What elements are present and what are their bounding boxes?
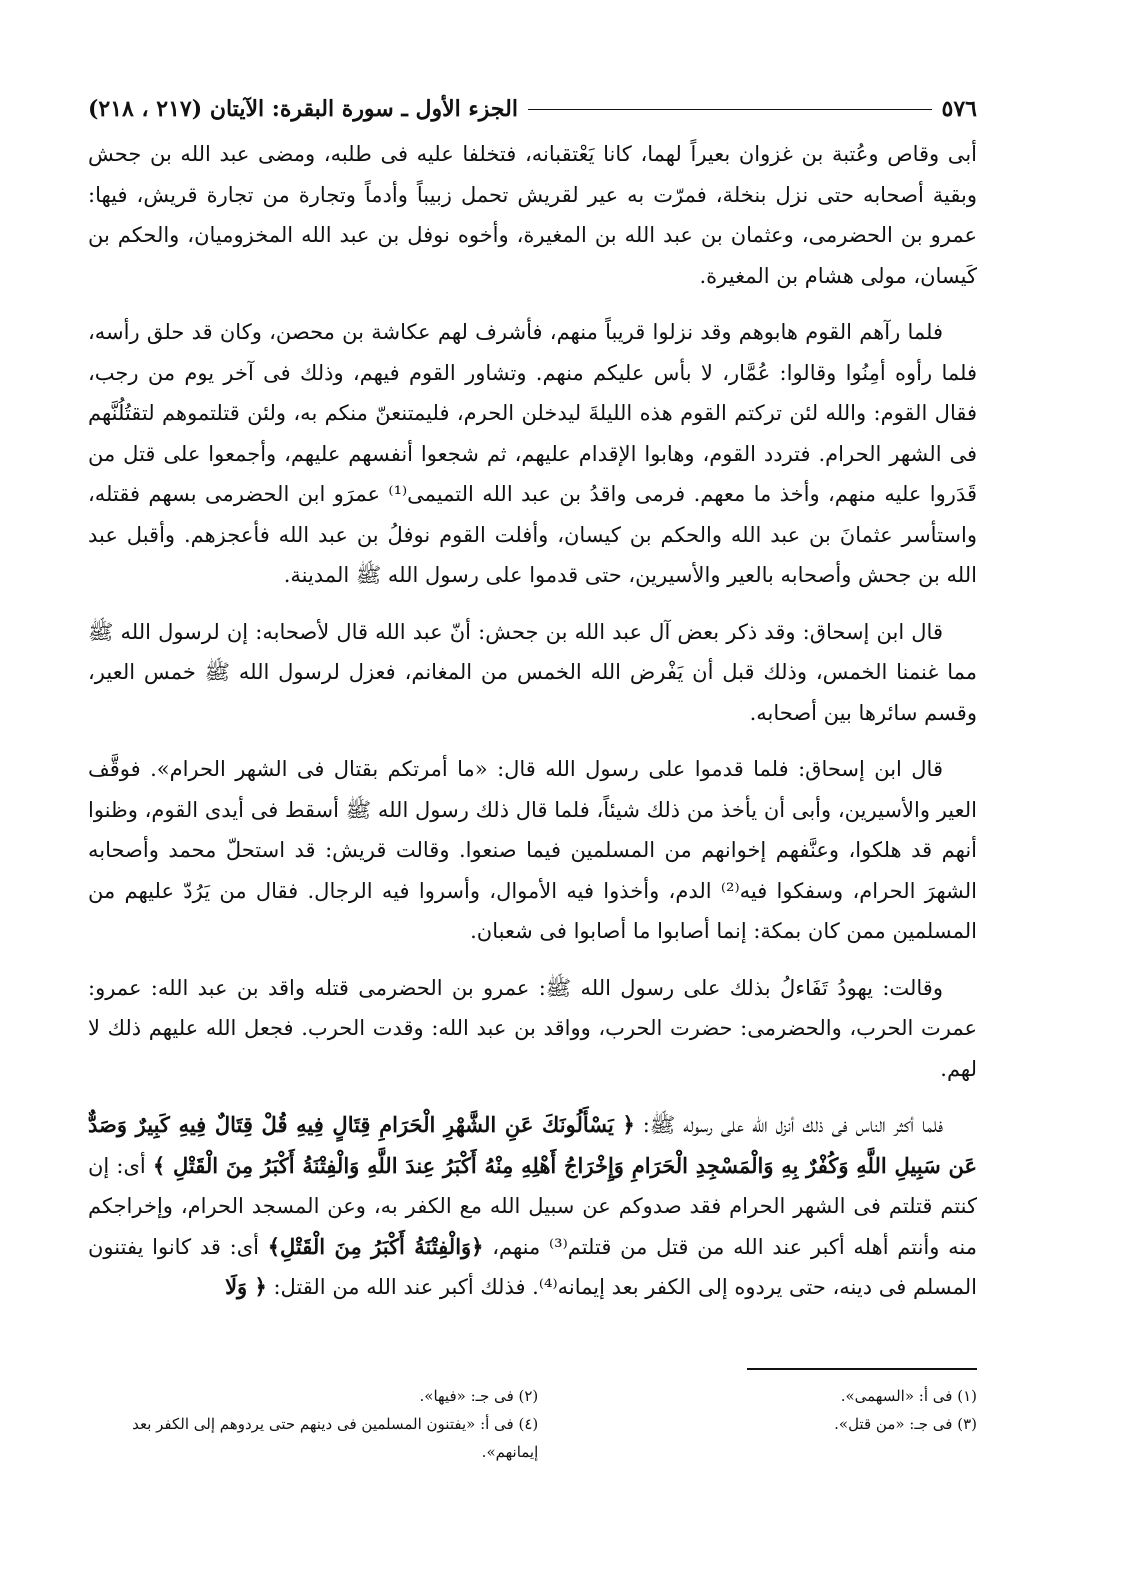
page-header bbox=[88, 92, 977, 126]
footnote-row bbox=[88, 1382, 977, 1410]
paragraph: فلما رآهم القوم هابوهم وقد نزلوا قريباً منهم، فأشرف لهم عكاشة بن محصن، وكان قد حلق رأسه، فلما رأوه أمِنُوا وقالوا: عُمَّار، لا بأس عليكم منهم. وتشاور القوم فيهم، وذلك فى آخر يوم من رجب، فقال القوم: والله لئن تركتم القوم هذه الليلةَ ليدخلن الحرم، فليمتنعنّ منكم به، ولئن قتلتموهم لتقتُلُنَّهم فى الشهر الحرام. فتردد القوم، وهابوا الإقدام عليهم، ثم شجعوا أنفسهم عليهم، وأجمعوا على قتل من قَدَروا عليه منهم، وأخذ ما معهم. فرمى واقدُ بن عبد الله التميمى⁽¹⁾ عمرَو ابن الحضرمى بسهم فقتله، واستأسر عثمانَ بن عبد الله والحكم بن كيسان، وأفلت القوم نوفلُ بن عبد الله فأعجزهم. وأقبل عبد الله بن جحش وأصحابه بالعير والأسيرين، حتى قدموا على رسول الله ﷺ المدينة. bbox=[88, 320, 977, 587]
footnote: (١) فى أ: «السهمى». bbox=[840, 1387, 977, 1405]
footnote: (٤) فى أ: «يفتنون المسلمين فى دينهم حتى يردوهم إلى الكفر بعد إيمانهم». bbox=[132, 1415, 539, 1461]
quran-verse: ﴿ يَسْأَلُونَكَ عَنِ الشَّهْرِ الْحَرَامِ قِتَالٍ فِيهِ قُلْ قِتَالٌ فِيهِ كَبِيرٌ وَصَدٌّ عَن سَبِيلِ اللَّهِ وَكُفْرٌ بِهِ وَالْمَسْجِدِ الْحَرَامِ وَإِخْرَاجُ أَهْلِهِ مِنْهُ أَكْبَرُ عِندَ اللَّهِ وَالْفِتْنَةُ أَكْبَرُ مِنَ الْقَتْلِ ﴾ bbox=[88, 1112, 977, 1178]
quran-verse: ﴿وَالْفِتْنَةُ أَكْبَرُ مِنَ الْقَتْلِ﴾ bbox=[267, 1233, 484, 1259]
quran-verse: ﴿ وَلَا bbox=[225, 1274, 267, 1299]
paragraph-commentary: أى: قد كانوا يفتنون المسلم فى دينه، حتى يردوه إلى الكفر بعد إيمانه⁽⁴⁾. فذلك أكبر عند الله من القتل: bbox=[88, 1234, 977, 1299]
footnote-rule bbox=[747, 1368, 977, 1370]
paragraph: قال ابن إسحاق: فلما قدموا على رسول الله قال: «ما أمرتكم بقتال فى الشهر الحرام». فوقَّف العير والأسيرين، وأبى أن يأخذ من ذلك شيئاً، فلما قال ذلك رسول الله ﷺ أسقط فى أيدى القوم، وظنوا أنهم قد هلكوا، وعنَّفهم إخوانهم من المسلمين فيما صنعوا. وقالت قريش: قد استحلّ محمد وأصحابه الشهرَ الحرام، وسفكوا فيه⁽²⁾ الدم، وأخذوا فيه الأموال، وأسروا فيه الرجال. فقال من يَرُدّ عليهم من المسلمين ممن كان بمكة: إنما أصابوا ما أصابوا فى شعبان. bbox=[88, 757, 977, 943]
paragraph-with-verse bbox=[88, 1105, 977, 1308]
paragraph-commentary: أى: إن كنتم قتلتم فى الشهر الحرام فقد صدوكم عن سبيل الله مع الكفر به، وعن المسجد الحرام، وإخراجكم منه وأنتم أهله أكبر عند الله من قتل من قتلتم⁽³⁾ منهم، bbox=[88, 1153, 977, 1259]
footnotes bbox=[88, 1382, 977, 1466]
page-number: ٥٧٦ bbox=[941, 96, 977, 122]
footnote: (٢) فى جـ: «فيها». bbox=[419, 1387, 539, 1405]
paragraph: أبى وقاص وعُتبة بن غزوان بعيراً لهما، كانا يَعْتقبانه، فتخلفا عليه فى طلبه، ومضى عبد الله بن جحش وبقية أصحابه حتى نزل بنخلة، فمرّت به عير لقريش تحمل زبيباً وأدماً وتجارة من تجارة قريش، فيها: عمرو بن الحضرمى، وعثمان بن عبد الله بن المغيرة، وأخوه نوفل بن عبد الله المخزوميان، والحكم بن كَيسان، مولى هشام بن المغيرة. bbox=[88, 142, 977, 288]
footnote-row bbox=[88, 1410, 977, 1466]
header-rule bbox=[528, 109, 932, 110]
footnote: (٣) فى جـ: «من قتل». bbox=[834, 1415, 977, 1433]
paragraph-intro: فلما أكثر الناس فى ذلك أنزل الله على رسوله ﷺ: bbox=[634, 1113, 943, 1137]
main-text bbox=[88, 134, 977, 1324]
running-title: الجزء الأول ـ سورة البقرة: الآيتان (٢١٧ ، ٢١٨) bbox=[88, 96, 518, 122]
paragraph: وقالت: يهودُ تَفَاءلُ بذلك على رسول الله ﷺ: عمرو بن الحضرمى قتله واقد بن عبد الله: عمرو: عمرت الحرب، والحضرمى: حضرت الحرب، وواقد بن عبد الله: وقدت الحرب. فجعل الله عليهم ذلك لا لهم. bbox=[88, 975, 977, 1081]
paragraph: قال ابن إسحاق: وقد ذكر بعض آل عبد الله بن جحش: أنّ عبد الله قال لأصحابه: إن لرسول الله ﷺ مما غنمنا الخمس، وذلك قبل أن يَفْرض الله الخمس من المغانم، فعزل لرسول الله ﷺ خمس العير، وقسم سائرها بين أصحابه. bbox=[88, 619, 977, 725]
